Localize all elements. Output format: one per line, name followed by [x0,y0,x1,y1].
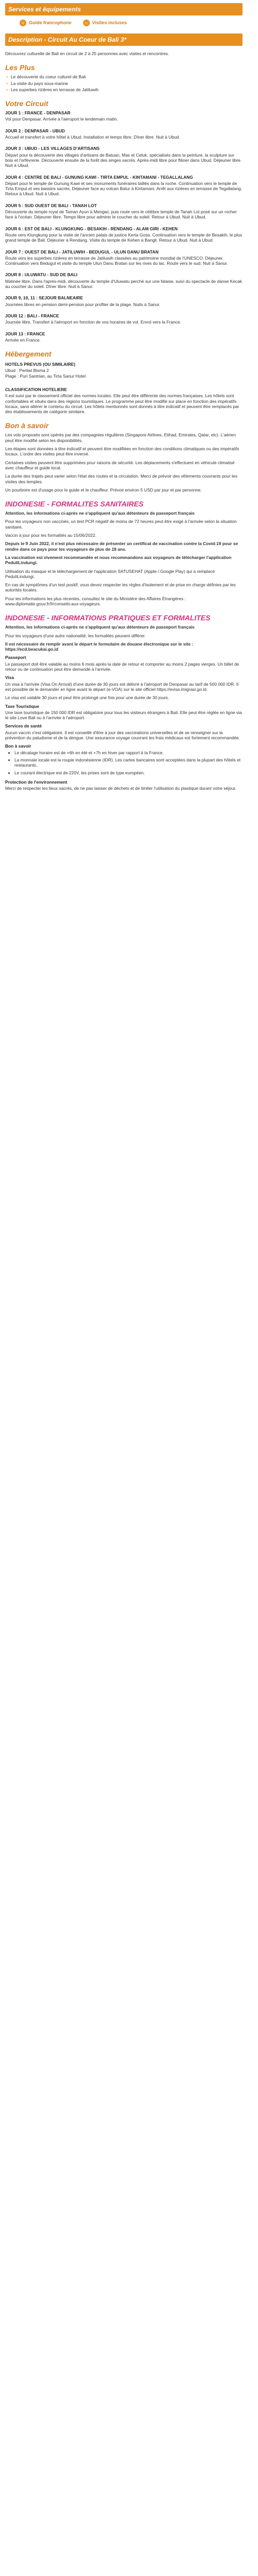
day-block [5,249,243,266]
day-text: Route vers les superbes rizières en terrasse de Jatiluwih classées au patrimoine mondial de l'UNESCO. Déjeuner. Continuation vers Bedugul et visite du temple Ulun Danu Bratan sur les rives du lac. Route vers le sud. Nuit à Sanur. [5,255,228,266]
health-title: Services de santé [5,723,42,729]
class-title: CLASSIFICATION HOTELIERE [5,386,67,392]
section-band-services: Services et équipements [5,3,243,15]
day-title: JOUR 1 : FRANCE - DENPASAR [5,110,71,116]
day-text: Vol pour Denpasar. Arrivée à l'aéroport le lendemain matin. [5,116,118,122]
day-text: Départ pour le temple de Gunung Kawi et ses monuments funéraires taillés dans la roche. Continuation vers le temple de Tirta Empul et ses bassins sacrés. Déjeuner face au volcan Batur à Kintamani. Arrêt aux rizières en terrasse de Tegallalang. Retour à Ubud. Nuit à Ubud. [5,180,242,197]
formalities-p5: La vaccination est vivement recommandée et nous recommandons aux voyageurs de télécharger l'application PeduliLindungi. [5,554,232,566]
itinerary-title: Votre Circuit [5,99,49,108]
plus-list [5,74,243,92]
intro-text: Découvrez culturelle de Bali en circuit de 2 à 25 personnes avec visites et rencontres. [5,51,169,56]
chip-visits-label: Visites incluses [92,20,127,26]
day-title: JOUR 2 : DENPASAR - UBUD [5,128,65,133]
plus-title: Les Plus [5,63,35,72]
formalities-p6: Utilisation du masque et le téléchargement de l'application SATUSEHAT (Apple / Google Play) qui a remplacé PeduliLindungi. [5,568,215,579]
plus-item: • La visite du pays sous-marine [5,81,243,86]
know-item: • Le décalage horaire est de +6h en été et +7h en hiver par rapport à la France. [14,750,243,755]
day-text: Journées libres en pension demi-pension pour profiter de la plage. Nuits à Sanur. [5,301,160,307]
formalities-p2: Pour les voyageurs non vaccinés, un test PCR négatif de moins de 72 heures peut être exigé à l'arrivée selon la situation sanitaire. [5,519,237,530]
chip-guide [20,20,72,26]
admin-p2: Pour les voyageurs d'une autre nationalité, les formalités peuvent différer. [5,633,146,638]
day-text: Matinée libre. Dans l'après-midi, découverte du temple d'Uluwatu perché sur une falaise, suivi du spectacle de danse Kecak au coucher du soleil. Dîner libre. Nuit à Sanur. [5,278,242,290]
class-text: Il est suivi par le classement officiel des normes locales. Elle peut être différente des normes françaises. Les hôtels sont confortables et situés dans des régions touristiques. Le programme peut être modifié sur place en fonction des impératifs locaux, sans altérer le contenu du circuit. Les hôtels mentionnés sont donnés à titre indicatif et peuvent être remplacés par des établissements de catégorie similaire. [5,393,239,415]
day-title: JOUR 12 : BALI - FRANCE [5,313,59,318]
good-p5: Un pourboire est d'usage pour le guide et le chauffeur. Prévoir environ 5 USD par jour et par personne. [5,487,202,493]
tax-title: Taxe Touristique [5,703,39,709]
day-text: Route vers Klungkung pour la visite de l'ancien palais de justice Kerta Gosa. Continuation vers le temple de Besakih, le plus grand temple de Bali. Déjeuner à Rendang. Visite du temple de Kehen à Bangli. Retour à Ubud. Nuit à Ubud. [5,232,243,243]
day-title: JOUR 7 : OUEST DE BALI - JATILUWIH - BEDUGUL - ULUN DANU BRATAN [5,249,159,255]
good-p2: Les étapes sont données à titre indicatif et peuvent être modifiées en fonction des conditions climatiques ou des impératifs locaux. L'ordre des visites peut être inversé. [5,446,239,457]
day-title: JOUR 13 : FRANCE [5,331,45,336]
formalities-title: INDONESIE - FORMALITES SANITAIRES [5,500,144,509]
building-icon: ⌂ [83,20,90,26]
formalities-p4: Depuis le 9 Juin 2022, il n'est plus nécessaire de présenter un certificat de vaccination contre la Covid-19 pour se rendre dans ce pays pour les voyageurs de plus de 18 ans. [5,541,238,552]
day-title: JOUR 3 : UBUD - LES VILLAGES D'ARTISANS [5,146,100,151]
good-p3: Certaines visites peuvent être supprimées pour raisons de sécurité. Les déplacements s'effectuent en véhicule climatisé avec chauffeur et guide local. [5,460,235,470]
final-title: Protection de l'environnement [5,779,68,785]
hotels-heading: HOTELS PREVUS (OU SIMILAIRE) [5,362,75,367]
person-icon: ☺ [20,20,26,25]
hotel-line: Ubud : Pertiwi Bisma 2 [5,368,49,374]
hotels-title: Hébergement [5,350,52,359]
chip-guide-label: Guide francophone [29,20,72,26]
day-text: Accueil et transfert à votre hôtel à Ubud. Installation et temps libre. Dîner libre. Nuit à Ubud. [5,134,180,140]
day-title: JOUR 9, 10, 11 : SEJOUR BALNEAIRE [5,295,83,301]
formalities-p8: Pour les informations les plus récentes, consultez le site du Ministère des Affaires Étrangères : www.diplomatie.gouv.fr/fr/conseils-aux-voyageurs. [5,596,186,606]
day-title: JOUR 8 : ULUWATU - SUD DE BALI [5,272,77,278]
day-text: Arrivée en France. [5,337,41,343]
passport-text: Le passeport doit être valable au moins 6 mois après la date de retour et comporter au moins 2 pages vierges. Un billet de retour ou de continuation peut être demandé à l'arrivée. [5,661,239,672]
visa-title: Visa [5,675,14,681]
passport-title: Passeport [5,655,26,660]
plus-item: • Les superbes rizières en terrasse de Jatiluwih [5,87,243,92]
good-p1: Les vols proposés sont opérés par des compagnies régulières (Singapore Airlines, Etihad, Emirates, Qatar, etc). L'aérien peut être modifié selon les disponibilités. [5,432,236,443]
know-item: • Le courant électrique est de 220V, les prises sont de type européen. [14,770,243,775]
page [0,0,248,791]
visa-text: Un visa à l'arrivée (Visa On Arrival) d'une durée de 30 jours est délivré à l'aéroport de Denpasar au tarif de 500 000 IDR. Il est possible de le demander en ligne avant le départ (e-VOA) sur le site officiel https://evisa.imigrasi.go.id. [5,681,239,692]
day-text: Journée libre. Transfert à l'aéroport en fonction de vos horaires de vol. Envol vers la France. [5,319,181,325]
good-p4: La durée des trajets peut varier selon l'état des routes et la circulation. Merci de prévoir des vêtements couvrants pour les visites des temples. [5,473,237,484]
final-text: Merci de respecter les lieux sacrés, de ne pas laisser de déchets et de limiter l'utilisation du plastique durant votre séjour. [5,786,237,791]
day-block [5,203,243,220]
day-block [5,295,243,307]
tax-text: Une taxe touristique de 150 000 IDR est obligatoire pour tous les visiteurs étrangers à Bali. Elle peut être réglée en ligne via le site Love Bali ou à l'arrivée à l'aéroport. [5,709,242,721]
formalities-p3: Vaccin à jour pour les formalités au 15/06/2022. [5,533,96,538]
visa-note: Le visa est valable 30 jours et peut être prolongé une fois pour une durée de 30 jours. [5,695,169,701]
hotel-line: Plage : Puri Santrian, au Tirta Sanur Hotel [5,373,86,379]
admin-p1: Attention, les informations ci-après ne s'appliquent qu'aux détenteurs de passeport français [5,624,195,630]
admin-p3: Il est nécessaire de remplir avant le départ le formulaire de douane électronique sur le site : https://ecd.beacukai.go.id [5,641,194,652]
day-title: JOUR 6 : EST DE BALI - KLUNGKUNG - BESAKIH - RENDANG - ALAM GIRI - KEHEN [5,226,178,231]
day-block [5,272,243,289]
day-block [5,128,243,140]
formalities-p7: En cas de symptômes d'un test positif, vous devez respecter les règles d'isolement et de prise en charge définies par les autorités locales. [5,582,236,593]
day-block [5,313,243,325]
day-block [5,226,243,243]
formalities-p1: Attention, les informations ci-après ne s'appliquent qu'aux détenteurs de passeport français [5,511,195,516]
day-title: JOUR 5 : SUD OUEST DE BALI - TANAH LOT [5,202,97,208]
services-chips [5,15,243,30]
know-list [5,750,243,775]
day-text: Découverte du temple royal de Taman Ayun à Mengwi, puis route vers le célèbre temple de Tanah Lot posé sur un rocher face à l'océan. Déjeuner libre. Temps libre pour admirer le coucher du soleil. Retour à Ubud. Nuit à Ubud. [5,209,237,220]
plus-item: • Le découverte du coeur culturel de Bali [5,74,243,79]
day-title: JOUR 4 : CENTRE DE BALI - GUNUNG KAWI - TIRTA EMPUL - KINTAMANI - TEGALLALANG [5,174,193,180]
section-band-description: Description - Circuit Au Coeur de Bali 3* [5,33,243,46]
day-text: Départ pour la découverte des villages d'artisans de Batuan, Mas et Celuk, spécialisés dans la peinture, la sculpture sur bois et l'orfèvrerie. Découverte ensuite de la forêt des singes sacrés. Après-midi libre pour flâner dans Ubud. Déjeuner libre. Nuit à Ubud. [5,152,242,168]
day-block [5,110,243,122]
know-title: Bon à savoir [5,743,31,749]
good-title: Bon à savoir [5,421,49,430]
chip-visits [83,20,127,26]
day-block [5,331,243,343]
know-item: • La monnaie locale est la roupie indonésienne (IDR). Les cartes bancaires sont acceptées dans la plupart des hôtels et restaurants. [14,757,243,768]
admin-title: INDONESIE - INFORMATIONS PRATIQUES ET FORMALITES [5,614,211,622]
day-block [5,146,243,168]
day-block [5,175,243,197]
health-text: Aucun vaccin n'est obligatoire. Il est conseillé d'être à jour des vaccinations universelles et de se renseigner sur la prévention du paludisme et de la dengue. Une assurance voyage couvrant les frais médicaux est fortement recommandée. [5,730,240,741]
